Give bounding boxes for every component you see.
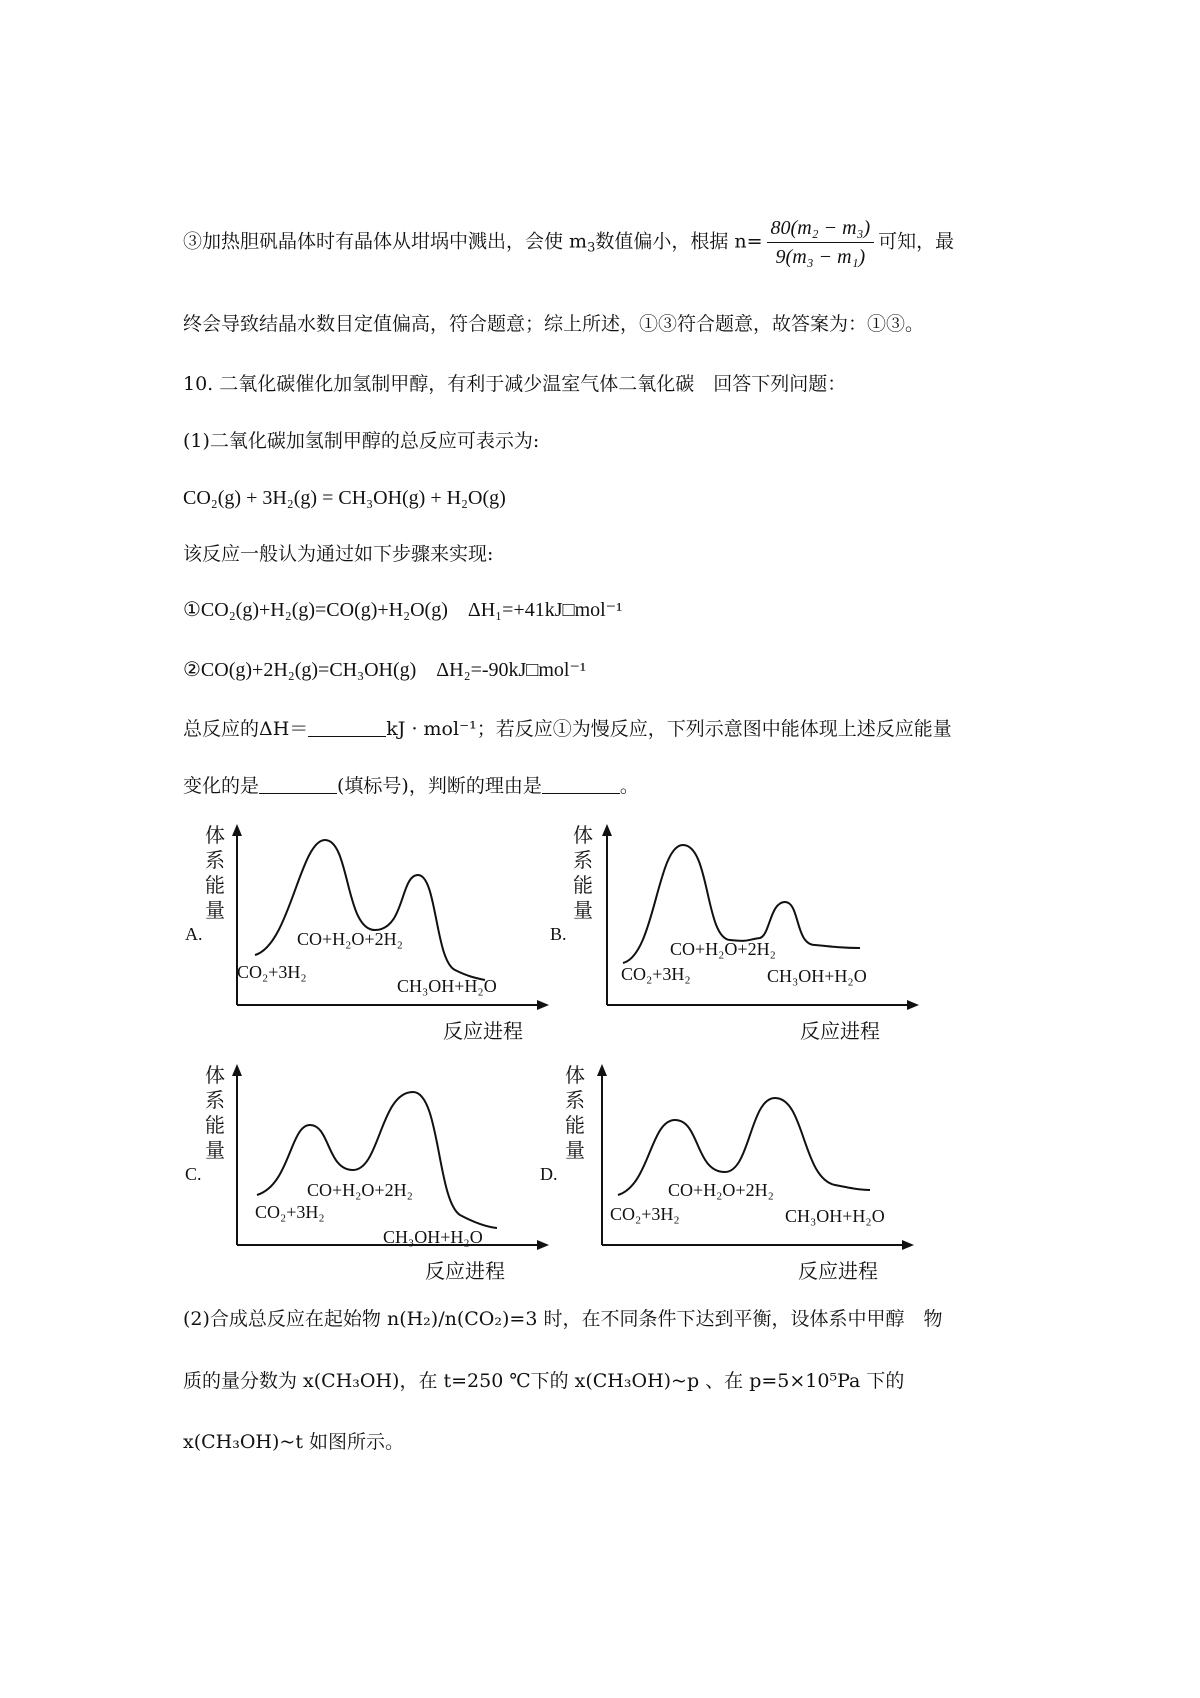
x-axis-arrow xyxy=(902,1240,914,1250)
y-axis-arrow xyxy=(597,1064,607,1076)
subscript-3: 3 xyxy=(587,240,596,256)
answer-blank-choice[interactable] xyxy=(259,777,337,794)
y-label-char-4: 量 xyxy=(205,898,225,922)
select-text-c: 。 xyxy=(619,775,639,797)
y-label-char-3: 能 xyxy=(205,873,225,897)
delta-h-question xyxy=(183,720,952,739)
y-label-char-3: 能 xyxy=(573,873,593,897)
label-products: CH₃OH+H₂O xyxy=(397,976,497,996)
y-label-char-4: 量 xyxy=(573,898,593,922)
label-intermediate: CO+H₂O+2H₂ xyxy=(668,1180,774,1200)
y-label-char-1: 体 xyxy=(205,823,225,847)
energy-diagram-a xyxy=(175,820,555,1054)
x-axis-label: 反应进程 xyxy=(800,1019,880,1043)
question-2-line-3: x(CH₃OH)~t 如图所示。 xyxy=(183,1431,405,1453)
y-label-char-4: 量 xyxy=(205,1138,225,1162)
label-products: CH₃OH+H₂O xyxy=(767,966,867,986)
y-label-char-1: 体 xyxy=(205,1063,225,1087)
label-intermediate: CO+H₂O+2H₂ xyxy=(670,939,776,959)
y-label-char-2: 系 xyxy=(205,848,225,872)
question-2-line-2: 质的量分数为 x(CH₃OH)，在 t=250 ℃下的 x(CH₃OH)~p 、在 p=5×10⁵Pa 下的 xyxy=(183,1370,905,1392)
label-products: CH₃OH+H₂O xyxy=(383,1227,483,1247)
diagram-c-svg xyxy=(175,1060,555,1290)
label-reactants: CO₂+3H₂ xyxy=(237,962,307,982)
text-line-1 xyxy=(183,218,954,267)
label-reactants: CO₂+3H₂ xyxy=(610,1204,680,1224)
diagram-b-svg xyxy=(545,820,925,1050)
delta-h-unit-text: kJ · mol⁻¹；若反应①为慢反应，下列示意图中能体现上述反应能量 xyxy=(386,718,952,740)
text-line-1-part-d: 可知，最 xyxy=(878,230,955,253)
y-axis-arrow xyxy=(602,824,612,836)
fraction-numerator: 80(m₂ − m₃) xyxy=(767,218,875,243)
fraction-denominator: 9(m₃ − m₁) xyxy=(775,246,866,268)
y-label-char-1: 体 xyxy=(565,1063,585,1087)
text-line-1-part-c: 数值偏小，根据 n= xyxy=(595,230,763,253)
energy-diagram-c xyxy=(175,1060,555,1294)
equation-total: CO₂(g) + 3H₂(g) = CH₃OH(g) + H₂O(g) xyxy=(183,487,506,509)
energy-curve xyxy=(255,840,485,980)
x-axis-label: 反应进程 xyxy=(425,1259,505,1283)
label-intermediate: CO+H₂O+2H₂ xyxy=(297,929,403,949)
y-label-char-2: 系 xyxy=(205,1088,225,1112)
question-1-text: (1)二氧化碳加氢制甲醇的总反应可表示为: xyxy=(183,430,540,452)
y-label-char-3: 能 xyxy=(205,1113,225,1137)
y-label-char-3: 能 xyxy=(565,1113,585,1137)
energy-diagram-b xyxy=(545,820,925,1054)
x-axis-label: 反应进程 xyxy=(798,1259,878,1283)
answer-blank-delta-h[interactable] xyxy=(308,720,386,737)
select-text-b: (填标号)，判断的理由是 xyxy=(337,775,542,797)
option-letter-b: B. xyxy=(550,924,567,944)
text-line-1-part-a: ③加热胆矾晶体时有晶体从坩埚中溅出，会使 m xyxy=(183,230,588,253)
option-letter-d: D. xyxy=(540,1164,558,1184)
diagram-d-svg xyxy=(540,1060,920,1290)
y-axis-arrow xyxy=(232,824,242,836)
y-label-char-2: 系 xyxy=(573,848,593,872)
select-text-a: 变化的是 xyxy=(183,775,260,797)
y-axis-arrow xyxy=(232,1064,242,1076)
x-axis-label: 反应进程 xyxy=(443,1019,523,1043)
y-label-char-1: 体 xyxy=(573,823,593,847)
steps-intro: 该反应一般认为通过如下步骤来实现: xyxy=(183,543,494,565)
label-reactants: CO₂+3H₂ xyxy=(621,964,691,984)
diagram-a-svg xyxy=(175,820,555,1050)
question-2-line-1: (2)合成总反应在起始物 n(H₂)/n(CO₂)=3 时，在不同条件下达到平衡，设体系中甲醇 物 xyxy=(183,1308,943,1330)
text-line-2: 终会导致结晶水数目定值偏高，符合题意；综上所述，①③符合题意，故答案为：①③。 xyxy=(183,313,925,335)
y-label-char-2: 系 xyxy=(565,1088,585,1112)
fraction xyxy=(767,218,875,267)
question-10-heading: 10. 二氧化碳催化加氢制甲醇，有利于减少温室气体二氧化碳 回答下列问题： xyxy=(183,373,847,395)
select-diagram-question xyxy=(183,777,639,796)
label-products: CH₃OH+H₂O xyxy=(785,1206,885,1226)
option-letter-c: C. xyxy=(185,1164,202,1184)
label-intermediate: CO+H₂O+2H₂ xyxy=(307,1180,413,1200)
delta-h-label: 总反应的ΔH＝ xyxy=(183,718,309,740)
label-reactants: CO₂+3H₂ xyxy=(255,1202,325,1222)
equation-step-1: ①CO₂(g)+H₂(g)=CO(g)+H₂O(g) ΔH₁=+41kJ□mol⁻¹ xyxy=(183,599,623,621)
option-letter-a: A. xyxy=(185,924,203,944)
energy-diagram-d xyxy=(540,1060,920,1294)
y-label-char-4: 量 xyxy=(565,1138,585,1162)
x-axis-arrow xyxy=(907,1000,919,1010)
equation-step-2: ②CO(g)+2H₂(g)=CH₃OH(g) ΔH₂=-90kJ□mol⁻¹ xyxy=(183,659,587,681)
answer-blank-reason[interactable] xyxy=(542,777,620,794)
